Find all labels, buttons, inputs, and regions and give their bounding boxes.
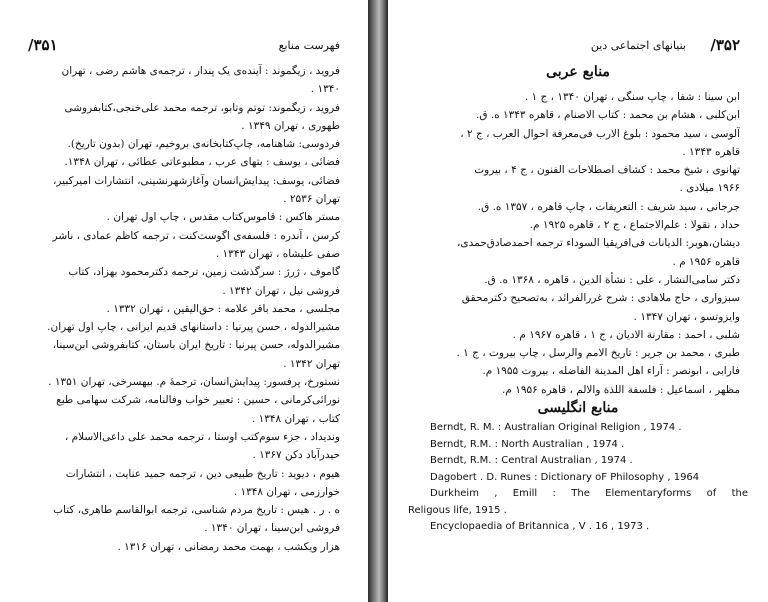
bibliography-line: ۱۳۴۰ . <box>310 83 340 96</box>
bibliography-line: Berndt, R.M. : North Australian , 1974 . <box>430 438 625 450</box>
page-number: ۳۵۲/ <box>710 36 740 54</box>
bibliography-line: طهوری ، تهران ۱۳۴۹ . <box>241 119 340 132</box>
bibliography-line: صفی علیشاه ، تهران ۱۳۴۳ . <box>215 247 340 260</box>
page-header <box>416 36 740 58</box>
bibliography-line: دکتر سامی‌النشار ، علی : نشأة الدین ، قاهره ، ۱۳۶۸ ه. ق. <box>484 273 740 286</box>
page-header <box>28 36 340 58</box>
bibliography-line: مشیرالدوله ، حسن پیرنیا : داستانهای قدیم ایرانی ، چاپ اول تهران. <box>47 321 340 334</box>
bibliography-line: تهران ۲۵۳۶ . <box>283 193 340 206</box>
bibliography-line: وایزوتسو ، تهران ۱۳۴۷ . <box>633 310 740 323</box>
bibliography-line: سبزواری ، حاج ملاهادی : شرح غررالفرائد ، به‌تصحیح دکترمحقق <box>461 292 740 305</box>
bibliography-line: Berndt, R.M. : Central Australian , 1974 . <box>430 455 633 466</box>
bibliography-line: قاهره ۱۹۵۶ م . <box>672 255 740 268</box>
bibliography-line: Dagobert . D. Runes : Dictionary oF Philosophy , 1964 <box>430 471 700 483</box>
bibliography-line: وندیداد ، جزء سوم‌کتب اوستا ، ترجمه محمد علی داعی‌الاسلام ، <box>64 430 340 443</box>
bibliography-line: حداد ، نقولا : علم‌الاجتماع ، ج ۲ ، قاهره ۱۹۲۵ م. <box>529 219 740 232</box>
bibliography-line: فضائی ، یوسف : بتهای عرب ، مطبوعاتی عطائی ، تهران ۱۳۴۸. <box>64 156 340 169</box>
bibliography-line: Encyclopaedia of Britannica , V . 16 , 1973 . <box>430 521 650 532</box>
arabic-sources-heading: منابع عربی <box>546 64 610 80</box>
bibliography-line: دیشان،هوبر: الدیانات فی‌افریقیا السوداء ترجمه احمدصادق‌حمدی، <box>457 237 740 250</box>
bibliography-line: مظهر ، اسماعیل : فلسفة اللذة والالم ، قاهره ۱۹۵۶ م. <box>502 383 740 396</box>
bibliography-line: گاموف ، ژرژ : سرگذشت زمین، ترجمه دکترمحمود بهزاد، کتاب <box>68 266 340 279</box>
bibliography-line: Durkheim , Emill : The Elementaryforms of the <box>430 488 748 499</box>
bibliography-line: هزار ویکشب ، بهمت محمد رمضانی ، تهران ۱۳۱۶ . <box>117 540 340 553</box>
bibliography-line: آلوسی ، سید محمود : بلوغ الارب فی‌معرفة احوال العرب ، ج ۲ ، <box>460 127 740 140</box>
bibliography-line: فروید ، زیگموند : آینده‌ی یک پندار ، ترجمه‌ی هاشم رضی ، تهران <box>61 65 340 77</box>
bibliography-line: فردوسی: شاهنامه، چاپ‌کتابخانه‌ی بروخیم، تهران (بدون تاریخ). <box>67 138 340 151</box>
bibliography-line: کرسن ، آندره : فلسفه‌ی اگوست‌کنت ، ترجمه کاظم عمادی ، ناشر <box>52 229 340 242</box>
arabic-sources-list <box>416 88 740 399</box>
bibliography-line: کتاب ، تهران ۱۳۴۸ . <box>251 412 340 425</box>
bibliography-line: مشیرالدوله، حسن پیرنیا : تاریخ ایران باستان، کتابفروشی ابن‌سینا، <box>52 339 340 352</box>
bibliography-line: مستر هاکس : قاموس‌کتاب مقدس ، چاپ اول تهران . <box>106 211 340 224</box>
bibliography-line: تهانوی ، شیخ محمد : کشاف اصطلاحات الفنون ، ج ۴ ، بیروت <box>474 164 740 177</box>
bibliography-line: فروشی ابن‌سینا ، تهران ۱۳۴۰ . <box>204 522 340 535</box>
bibliography-line: قاهره ۱۳۴۳ . <box>682 145 740 158</box>
bibliography-line: ه . ر . هیس : تاریخ مردم شناسی، ترجمه ابوالقاسم طاهری، کتاب <box>53 504 340 517</box>
bibliography-line: حیدرآباد دکن ۱۳۶۷ . <box>252 449 340 462</box>
bibliography-line: خوارزمی ، تهران ۱۳۴۸ . <box>233 485 340 498</box>
bibliography-line: ۱۹۶۶ میلادی . <box>679 182 740 195</box>
book-spine <box>368 0 388 602</box>
bibliography-line: ابن‌کلبی ، هشام بن محمد : کتاب الاصنام ، قاهره ۱۳۴۳ ه. ق. <box>476 109 740 122</box>
bibliography-list <box>28 62 340 556</box>
bibliography-line: فروید ، زیگموند: توتم وتابو، ترجمه محمد علی‌خنجی،کتابفروشی <box>64 101 340 114</box>
bibliography-line: فضائی، یوسف: پیدایش‌انسان وآغازشهرنشینی، انتشارات امیرکبیر، <box>53 174 340 187</box>
bibliography-line: مجلسی ، محمد باقر علامه : حق‌الیقین ، تهران ۱۳۳۲ . <box>106 302 340 315</box>
bibliography-line: جرجانی ، سید شریف : التعریفات ، چاپ قاهره ، ۱۳۵۷ ه. ق. <box>477 200 740 213</box>
bibliography-line: هیوم ، دیوید : تاریخ طبیعی دین ، ترجمه حمید عنایت ، انتشارات <box>65 467 340 480</box>
running-title: بنیانهای اجتماعی دین <box>590 39 686 52</box>
bibliography-line: فروشی نیل ، تهران ۱۳۴۲ . <box>222 284 340 297</box>
bibliography-line: نورائی‌کرمانی ، حسین : تعبیر خواب وفالنامه، شرکت سهامی طبع <box>56 394 340 407</box>
page-number: ۳۵۱/ <box>28 36 58 54</box>
right-page <box>388 0 768 602</box>
running-title: فهرست منابع <box>278 39 340 52</box>
english-sources-list <box>408 420 748 536</box>
bibliography-line: تهران ۱۳۴۲ . <box>283 357 340 370</box>
english-sources-heading: منابع انگلیسی <box>537 400 619 416</box>
bibliography-line: ابن سینا : شفا ، چاپ سنگی ، تهران ۱۳۴۰ ، ج ۱ . <box>524 91 740 103</box>
bibliography-line: فارابی ، ابونصر : آراء اهل المدینة الفاضله ، بیروت ۱۹۵۵ م. <box>482 365 740 378</box>
bibliography-line: طبری ، محمد بن جریر : تاریخ الامم والرسل ، چاپ بیروت ، ج ۱ . <box>456 347 740 360</box>
bibliography-line: شلبی ، احمد : مقارنة الادیان ، ج ۱ ، قاهره ۱۹۶۷ م . <box>512 328 740 341</box>
bibliography-line: Berndt, R. M. : Australian Original Religion , 1974 . <box>430 422 682 433</box>
bibliography-line: نستورخ، پرفسور: پیدایش‌انسان، ترجمهٔ م. بیهسرخی، تهران ۱۳۵۱ . <box>48 376 340 389</box>
left-page <box>0 0 368 602</box>
bibliography-line: Religous life, 1915 . <box>408 504 507 516</box>
